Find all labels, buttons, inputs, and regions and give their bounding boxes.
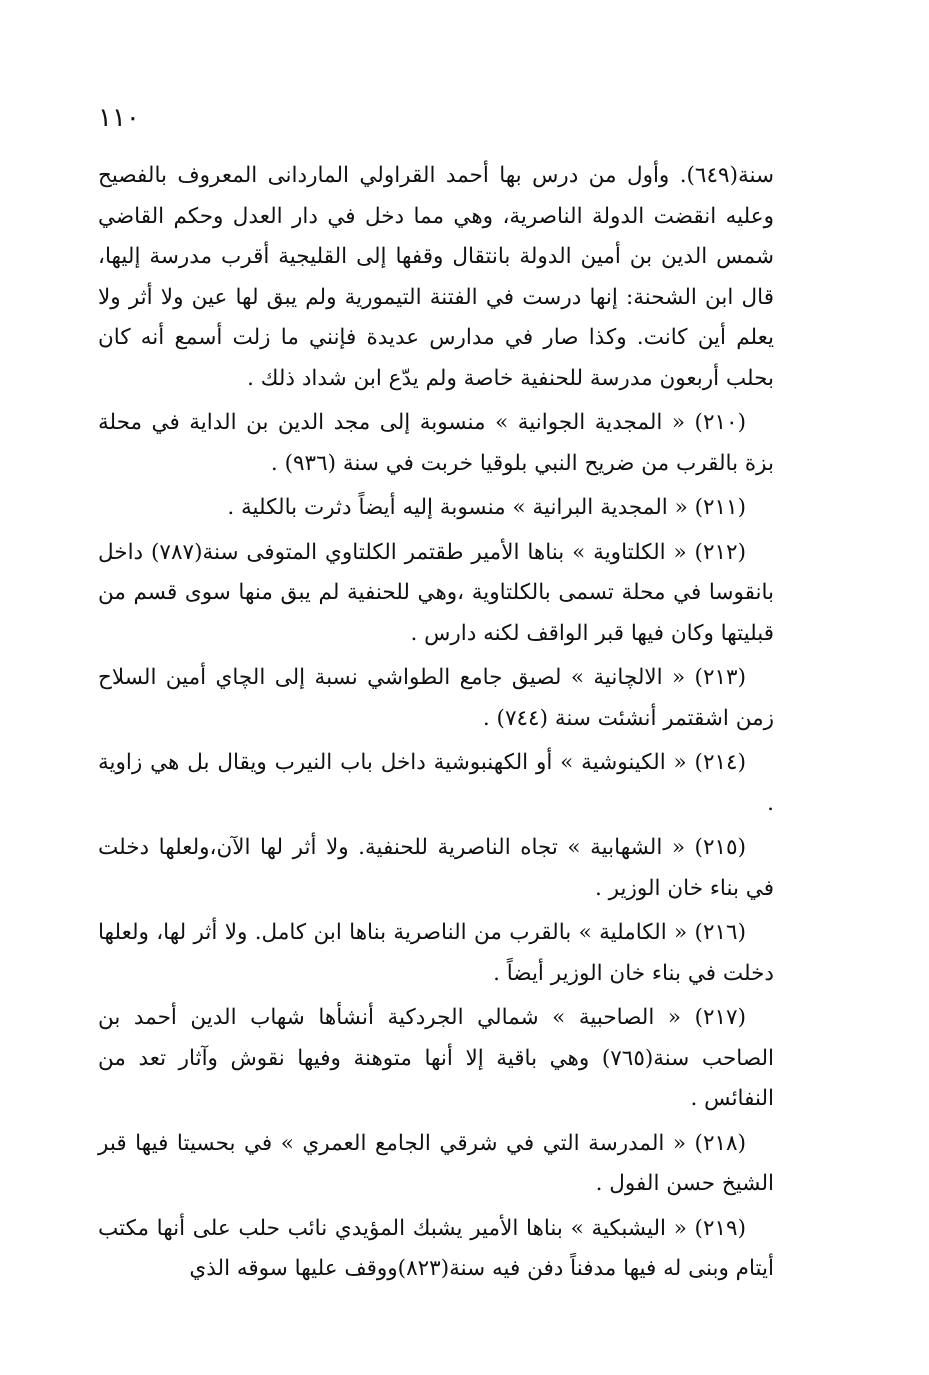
paragraph-entry-216: (٢١٦) « الكاملية » بالقرب من الناصرية بناها ابن كامل. ولا أثر لها، ولعلها دخلت في بناء خان الوزير أيضاً . bbox=[98, 920, 774, 986]
paragraph-entry-211: (٢١١) « المجدية البرانية » منسوبة إليه أيضاً دثرت بالكلية . bbox=[227, 495, 746, 520]
paragraph-entry-214: (٢١٤) « الكينوشية » أو الكهنبوشية داخل باب النيرب ويقال بل هي زاوية . bbox=[98, 750, 774, 816]
paragraph-entry-217: (٢١٧) « الصاحبية » شمالي الجردكية أنشأها شهاب الدين أحمد بن الصاحب سنة(٧٦٥) وهي باقية إلا أنها متوهنة وفيها نقوش وآثار تعد من النفائس . bbox=[98, 1005, 774, 1111]
paragraph-entry-219: (٢١٩) « اليشبكية » بناها الأمير يشبك المؤيدي نائب حلب على أنها مكتب أيتام وبنى له فيها مدفناً دفن فيه سنة(٨٢٣)ووقف عليها سوقه الذي bbox=[98, 1215, 774, 1281]
paragraph-intro: سنة(٦٤٩). وأول من درس بها أحمد القراولي الماردانى المعروف بالفصيح وعليه انقضت الدولة الناصرية، وهي مما دخل في دار العدل وحكم القاضي شمس الدين بن أمين الدولة بانتقال وقفها إلى القليجية أقرب مدرسة إليها، قال ابن الشحنة: إنها درست في الفتنة التيمورية ولم يبق لها عين ولا أثر ولا يعلم أين كانت. وكذا صار في مدارس عديدة فإنني ما زلت أسمع أنه كان بحلب أربعون مدرسة للحنفية خاصة ولم يدّع ابن شداد ذلك . bbox=[98, 163, 774, 391]
paragraph-entry-218: (٢١٨) « المدرسة التي في شرقي الجامع العمري » في بحسيتا فيها قبر الشيخ حسن الفول . bbox=[98, 1130, 774, 1196]
paragraph-entry-215: (٢١٥) « الشهابية » تجاه الناصرية للحنفية. ولا أثر لها الآن،ولعلها دخلت في بناء خان الوزير . bbox=[98, 835, 774, 901]
paragraph-entry-210: (٢١٠) « المجدية الجوانية » منسوبة إلى مجد الدين بن الداية في محلة بزة بالقرب من ضريح النبي بلوقيا خربت في سنة (٩٣٦) . bbox=[98, 410, 774, 476]
paragraph-entry-212: (٢١٢) « الكلتاوية » بناها الأمير طقتمر الكلتاوي المتوفى سنة(٧٨٧) داخل بانقوسا في محلة تسمى بالكلتاوية ،وهي للحنفية لم يبق منها سوى قسم من قبليتها وكان فيها قبر الواقف لكنه دارس . bbox=[98, 539, 774, 646]
paragraph-entry-213: (٢١٣) « الالچانية » لصيق جامع الطواشي نسبة إلى الچاي أمين السلاح زمن اشقتمر أنشئت سنة (٧٤٤) . bbox=[98, 665, 774, 731]
document-page bbox=[98, 96, 774, 1294]
page-number: ١١٠ bbox=[98, 103, 140, 133]
